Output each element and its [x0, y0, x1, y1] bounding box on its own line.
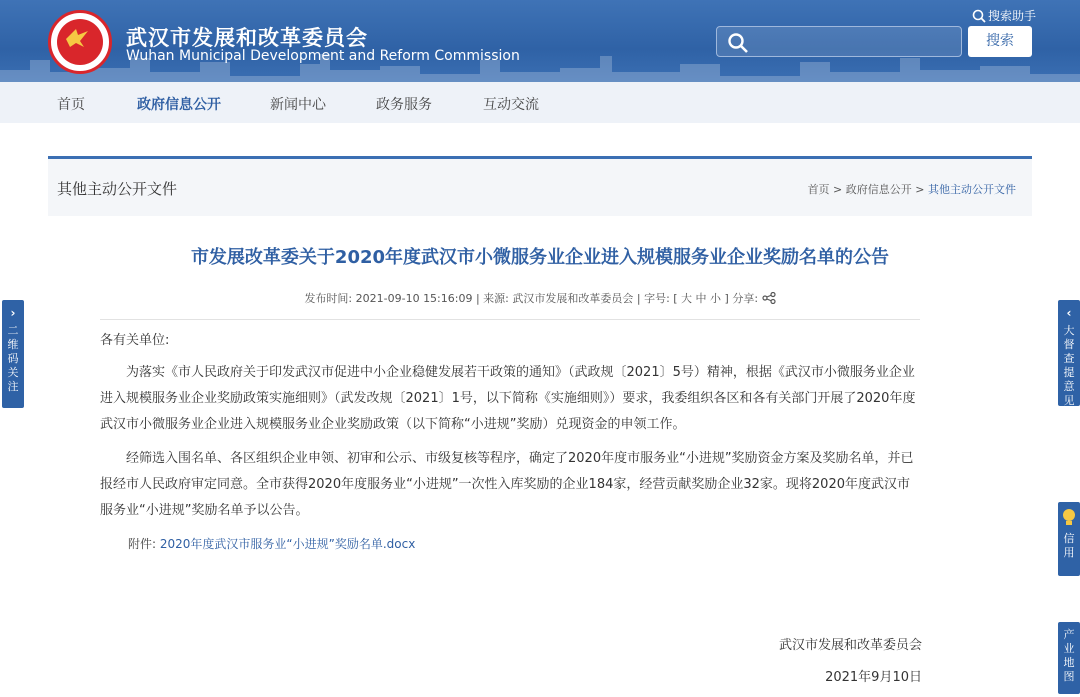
- credit-tab[interactable]: [1058, 502, 1080, 576]
- search-icon: [727, 32, 749, 54]
- greeting: 各有关单位:: [100, 333, 170, 348]
- qrcode-follow-label: 二维码关注: [7, 324, 19, 393]
- search-help-label: 搜索助手: [988, 9, 1037, 23]
- credit-label: 信用: [1063, 532, 1075, 559]
- nav-gov-info[interactable]: 政府信息公开: [137, 97, 221, 113]
- supervision-feedback-tab[interactable]: [1058, 300, 1080, 406]
- magnifier-icon: [972, 9, 986, 23]
- logo[interactable]: [48, 10, 112, 74]
- site-header: [0, 0, 1080, 82]
- attachment-link[interactable]: 2020年度武汉市服务业“小进规”奖励名单.docx: [159, 537, 416, 551]
- breadcrumb-current[interactable]: 其他主动公开文件: [928, 183, 1016, 196]
- search-input[interactable]: [716, 26, 962, 57]
- divider: [100, 319, 920, 320]
- nav-services[interactable]: 政务服务: [376, 97, 432, 113]
- breadcrumb-gov-info[interactable]: 政府信息公开: [845, 183, 912, 196]
- nav-interaction[interactable]: 互动交流: [483, 97, 539, 113]
- sign-date: 2021年9月10日: [825, 670, 922, 685]
- section-panel: [48, 156, 1032, 216]
- breadcrumb: 首页 > 政府信息公开 > 其他主动公开文件: [807, 183, 1016, 196]
- industry-map-tab[interactable]: [1058, 622, 1080, 694]
- nav-news[interactable]: 新闻中心: [270, 97, 326, 113]
- attachment-label: 附件:: [128, 537, 157, 551]
- bird-emblem-icon: [64, 25, 90, 51]
- paragraph-1: 为落实《市人民政府关于印发武汉市促进中小企业稳健发展若干政策的通知》（武政规〔2021〕5号）精神，根据《武汉市小微服务业企业进入规模服务业企业奖励政策实施细则》（武发改规〔2021〕1号，以下简称《实施细则》）要求，我委组织各区和各有关部门开展了2020年度武汉市小微服务业企业进入规模服务业企业奖励政策（以下简称“小进规”奖励）兑现资金的申领工作。: [100, 365, 916, 432]
- article-title: 市发展改革委关于2020年度武汉市小微服务业企业进入规模服务业企业奖励名单的公告: [190, 247, 890, 268]
- chevron-right-icon: ›: [10, 306, 16, 320]
- article-meta: [0, 290, 1080, 306]
- site-title-cn: 武汉市发展和改革委员会: [126, 26, 368, 50]
- share-icon[interactable]: [762, 292, 776, 304]
- attachment: [128, 535, 415, 552]
- search-help-link[interactable]: [972, 7, 1036, 24]
- nav-home[interactable]: 首页: [57, 97, 85, 113]
- main-nav: [0, 82, 1080, 123]
- meta-text: 发布时间: 2021-09-10 15:16:09 | 来源: 武汉市发展和改革委员会 | 字号: [ 大 中 小 ] 分享:: [304, 292, 759, 305]
- paragraph-2: 经筛选入围名单、各区组织企业申领、初审和公示、市级复核等程序，确定了2020年度市服务业“小进规”奖励资金方案及奖励名单，并已报经市人民政府审定同意。全市获得2020年度服务业“小进规”一次性入库奖励的企业184家，经营贡献奖励企业32家。现将2020年度武汉市服务业“小进规”奖励名单予以公告。: [100, 451, 914, 518]
- chevron-left-icon: ‹: [1066, 306, 1072, 320]
- breadcrumb-home[interactable]: 首页: [807, 183, 830, 196]
- qrcode-follow-tab[interactable]: [2, 300, 24, 408]
- sign-org: 武汉市发展和改革委员会: [778, 638, 922, 653]
- industry-map-label: 产业地图: [1063, 628, 1075, 683]
- emblem-icon: [1062, 508, 1076, 526]
- supervision-feedback-label: 大督查提意见: [1063, 324, 1075, 407]
- section-title: 其他主动公开文件: [57, 180, 178, 198]
- site-title-en: Wuhan Municipal Development and Reform Commission: [126, 48, 520, 64]
- search-button[interactable]: 搜索: [968, 26, 1032, 57]
